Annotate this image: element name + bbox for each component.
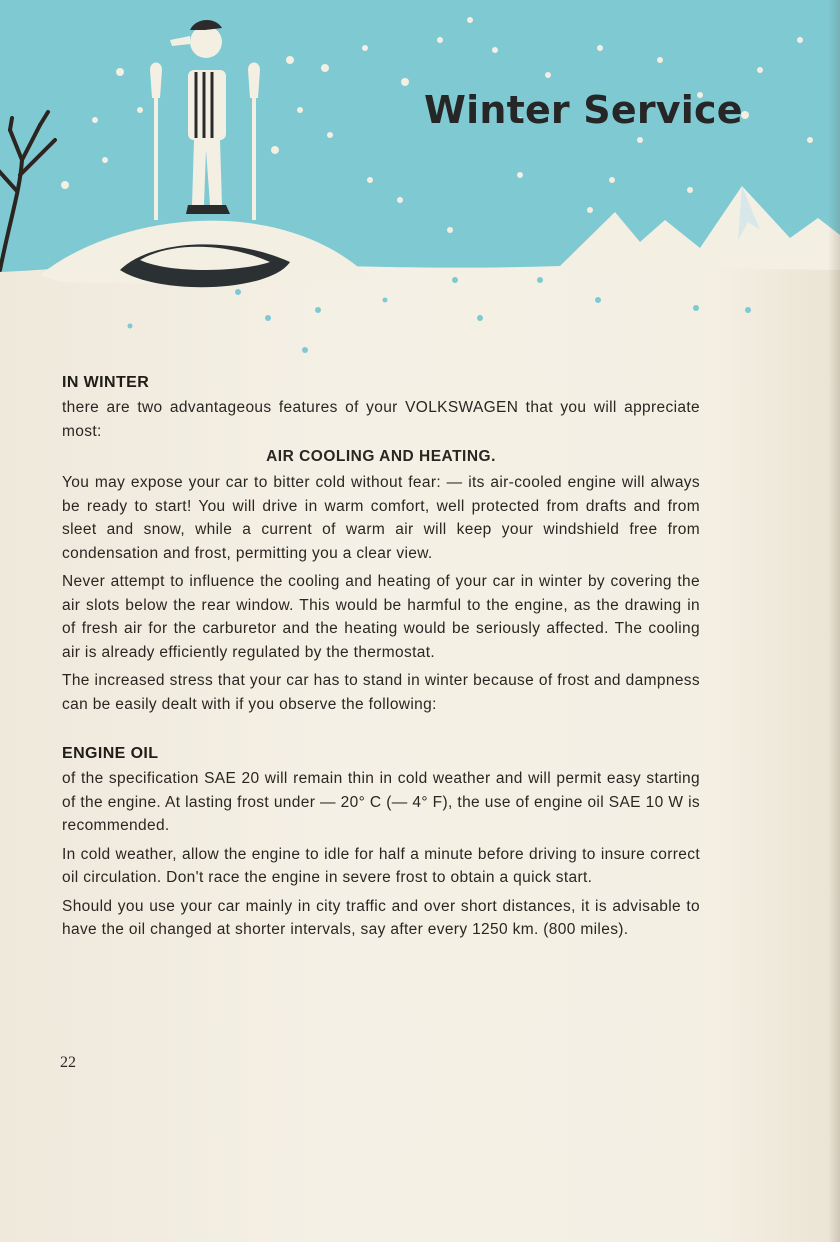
paragraph-air-cooling: You may expose your car to bitter cold without fear: — its air-cooled engine will always be ready to start! You will drive in warm comfort, well protected from drafts and from sleet and snow, while a current of warm air will keep your windshield free from condensation and frost, permitting you a clear view. <box>62 474 700 562</box>
section-heading-in-winter: IN WINTER <box>62 374 150 391</box>
page-title: Winter Service <box>424 88 743 132</box>
section-gap <box>62 721 700 745</box>
paragraph-air-slots: Never attempt to influence the cooling and heating of your car in winter by covering the air slots below the rear window. This would be harmful to the engine, as the drawing in of fresh air for the carburetor and the heating would be seriously affected. The cooling air is already efficiently regulated by the thermostat. <box>62 573 700 661</box>
paragraph-oil-change: Should you use your car mainly in city traffic and over short distances, it is advisable to have the oil changed at shorter intervals, say after every 1250 km. (800 miles). <box>62 897 700 938</box>
body-content <box>62 374 700 947</box>
section-heading-engine-oil: ENGINE OIL <box>62 745 159 762</box>
page-edge-shadow <box>828 0 840 1242</box>
paragraph-idle: In cold weather, allow the engine to idle for half a minute before driving to insure correct oil circulation. Don't race the engine in severe frost to obtain a quick start. <box>62 845 700 886</box>
winter-illustration <box>0 0 840 370</box>
falling-snow <box>128 277 752 353</box>
page-number: 22 <box>60 1054 76 1071</box>
paragraph-oil-spec: of the specification SAE 20 will remain thin in cold weather and will permit easy starting of the engine. At lasting frost under — 20° C (— 4° F), the use of engine oil SAE 10 W is recommended. <box>62 770 700 834</box>
subheading-air-cooling: AIR COOLING AND HEATING. <box>266 448 496 465</box>
intro-paragraph: there are two advantageous features of your VOLKSWAGEN that you will appreciate most: <box>62 399 700 440</box>
paragraph-winter-stress: The increased stress that your car has to stand in winter because of frost and dampness can be easily dealt with if you observe the following: <box>62 672 700 713</box>
